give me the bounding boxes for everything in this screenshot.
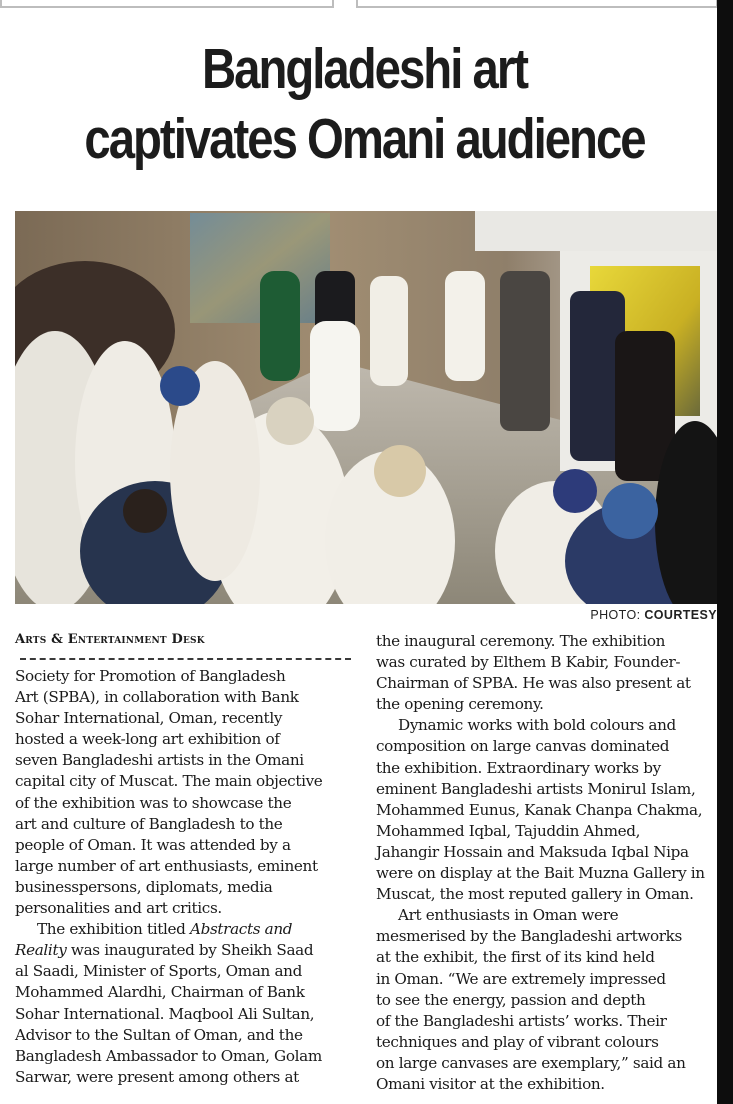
headline-line-1: Bangladeshi art [201,37,528,101]
byline: Arts & Entertainment Desk [15,632,205,647]
text-line: large number of art enthusiasts, eminent [15,856,318,875]
paragraph-1 [15,666,355,919]
text-line: Mohammed Iqbal, Tajuddin Ahmed, [376,821,641,840]
text-line: personalities and art critics. [15,899,222,918]
paragraph-5 [376,905,718,1095]
text-line: were on display at the Bait Muzna Gallery in [376,864,705,883]
text-line: Dynamic works with bold colours and [398,716,676,735]
text-line: at the exhibit, the first of its kind held [376,948,655,967]
text-line: the exhibition. Extraordinary works by [376,758,661,777]
text-line: hosted a week-long art exhibition of [15,730,280,749]
exhibition-title: Reality [15,941,67,960]
paragraph-4 [376,715,718,905]
article-column-left [15,666,355,1088]
text-line: Art enthusiasts in Oman were [398,906,619,925]
text-line: seven Bangladeshi artists in the Omani [15,751,304,770]
text-line: the inaugural ceremony. The exhibition [376,632,666,650]
text-line: Society for Promotion of Bangladesh [15,667,286,685]
text-line: in Oman. “We are extremely impressed [376,969,666,988]
photo-credit [590,608,717,622]
paragraph-2 [15,919,355,1088]
text-line: art and culture of Bangladesh to the [15,814,283,833]
text-fragment: The exhibition titled [37,920,190,939]
text-line: Omani visitor at the exhibition. [376,1074,605,1093]
text-line: Muscat, the most reputed gallery in Oman. [376,885,694,904]
text-line: techniques and play of vibrant colours [376,1032,659,1051]
text-line: on large canvases are exemplary,” said an [376,1053,686,1072]
text-line: to see the energy, passion and depth [376,990,646,1009]
text-line: Mohammed Alardhi, Chairman of Bank [15,983,305,1002]
previous-article-box-right [356,0,718,8]
text-line: al Saadi, Minister of Sports, Oman and [15,962,302,981]
text-line: Sarwar, were present among others at [15,1067,299,1086]
text-line: of the exhibition was to showcase the [15,793,292,812]
headline-line-2: captivates Omani audience [84,107,645,171]
article-column-right [376,631,718,1095]
text-line [15,940,355,961]
exhibition-photo [15,211,717,604]
text-line: people of Oman. It was attended by a [15,835,291,854]
text-line: Chairman of SPBA. He was also present at [376,674,691,693]
text-fragment: was inaugurated by Sheikh Saad [66,941,314,960]
text-line: was curated by Elthem B Kabir, Founder- [376,653,681,672]
text-line: eminent Bangladeshi artists Monirul Islam, [376,779,696,798]
text-line: Sohar International. Maqbool Ali Sultan, [15,1004,315,1023]
exhibition-title: Abstracts and [189,920,293,939]
text-line [15,919,355,940]
text-line: Sohar International, Oman, recently [15,709,283,728]
text-line: of the Bangladeshi artists’ works. Their [376,1011,667,1030]
text-line: Mohammed Eunus, Kanak Chanpa Chakma, [376,800,703,819]
page-edge-shadow [717,0,733,1104]
text-line: Bangladesh Ambassador to Oman, Golam [15,1046,322,1065]
photo-credit-label: PHOTO: [590,608,641,622]
text-line: the opening ceremony. [376,695,544,714]
byline-divider [20,658,351,660]
text-line: Art (SPBA), in collaboration with Bank [15,688,299,707]
text-line: composition on large canvas dominated [376,737,670,756]
text-line: businesspersons, diplomats, media [15,877,273,896]
text-line: Advisor to the Sultan of Oman, and the [15,1025,303,1044]
text-line: capital city of Muscat. The main objective [15,772,323,791]
text-line: mesmerised by the Bangladeshi artworks [376,927,682,946]
paragraph-3 [376,631,718,715]
previous-article-box-left [0,0,334,8]
headline [72,34,657,174]
text-line: Jahangir Hossain and Maksuda Iqbal Nipa [376,842,689,861]
photo-credit-value: COURTESY [644,608,717,622]
